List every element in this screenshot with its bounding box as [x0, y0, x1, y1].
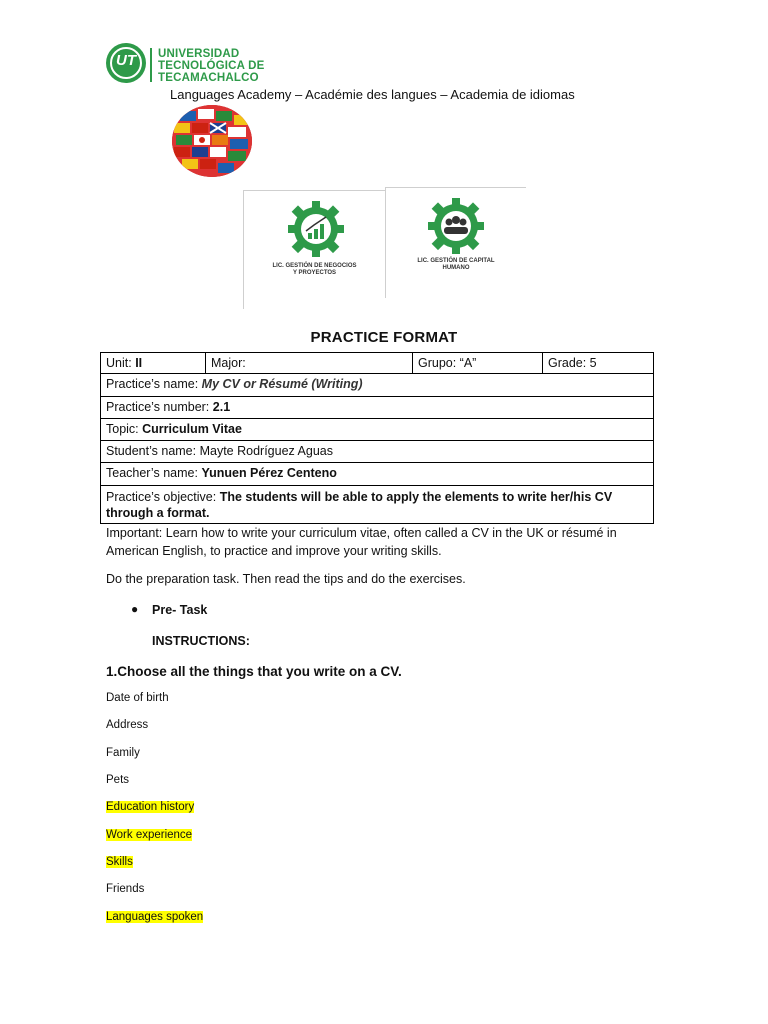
- hr-program-logo: [385, 187, 526, 298]
- university-name: UNIVERSIDAD TECNOLÓGICA DE TECAMACHALCO: [158, 48, 265, 84]
- table-row-teacher: Teacher’s name: Yunuen Pérez Centeno: [100, 463, 654, 486]
- hr-program-label: LIC. GESTIÓN DE CAPITAL HUMANO: [417, 258, 495, 271]
- grupo-cell: Grupo: “A”: [413, 353, 543, 373]
- academy-heading: Languages Academy – Académie des langues – Academia de idiomas: [170, 87, 575, 102]
- university-logo: [106, 43, 146, 83]
- page-title: PRACTICE FORMAT: [310, 329, 458, 346]
- important-note: Important: Learn how to write your curriculum vitae, often called a CV in the UK or résumé in American English, to practice and improve your writing skills.: [106, 526, 617, 558]
- question-1: 1.Choose all the things that you write on a CV.: [106, 664, 402, 679]
- bullet-icon: ●: [131, 602, 139, 616]
- logo-divider: [150, 48, 152, 82]
- table-row-unit: [100, 352, 654, 374]
- option-item: Family: [106, 747, 140, 759]
- table-row-objective: Practice’s objective: The students will be able to apply the elements to write her/his CV through a format.: [100, 486, 654, 524]
- option-item: Pets: [106, 774, 130, 786]
- option-item: Friends: [106, 883, 145, 895]
- preparation-text: Do the preparation task. Then read the tips and do the exercises.: [106, 572, 466, 586]
- option-item: Date of birth: [106, 692, 169, 704]
- grade-cell: Grade: 5: [548, 356, 597, 370]
- table-row-practice-name: Practice’s name: My CV or Résumé (Writing): [100, 374, 654, 397]
- logo-text: UT: [116, 52, 136, 69]
- option-item-highlighted: Languages spoken: [106, 911, 204, 923]
- table-row-student: Student’s name: Mayte Rodríguez Aguas: [100, 441, 654, 463]
- option-item: Address: [106, 719, 149, 731]
- option-item-highlighted: Education history: [106, 801, 195, 813]
- flags-globe-image: [172, 105, 252, 177]
- instructions-heading: INSTRUCTIONS:: [152, 634, 250, 648]
- option-item-highlighted: Work experience: [106, 829, 193, 841]
- business-program-logo: [243, 190, 385, 309]
- table-row-practice-number: Practice’s number: 2.1: [100, 397, 654, 419]
- table-row-topic: Topic: Curriculum Vitae: [100, 419, 654, 441]
- pre-task-heading: Pre- Task: [152, 603, 208, 617]
- business-program-label: LIC. GESTIÓN DE NEGOCIOS Y PROYECTOS: [272, 263, 357, 276]
- unit-cell: Unit: II: [101, 353, 206, 373]
- major-cell: Major:: [206, 353, 413, 373]
- option-item-highlighted: Skills: [106, 856, 133, 868]
